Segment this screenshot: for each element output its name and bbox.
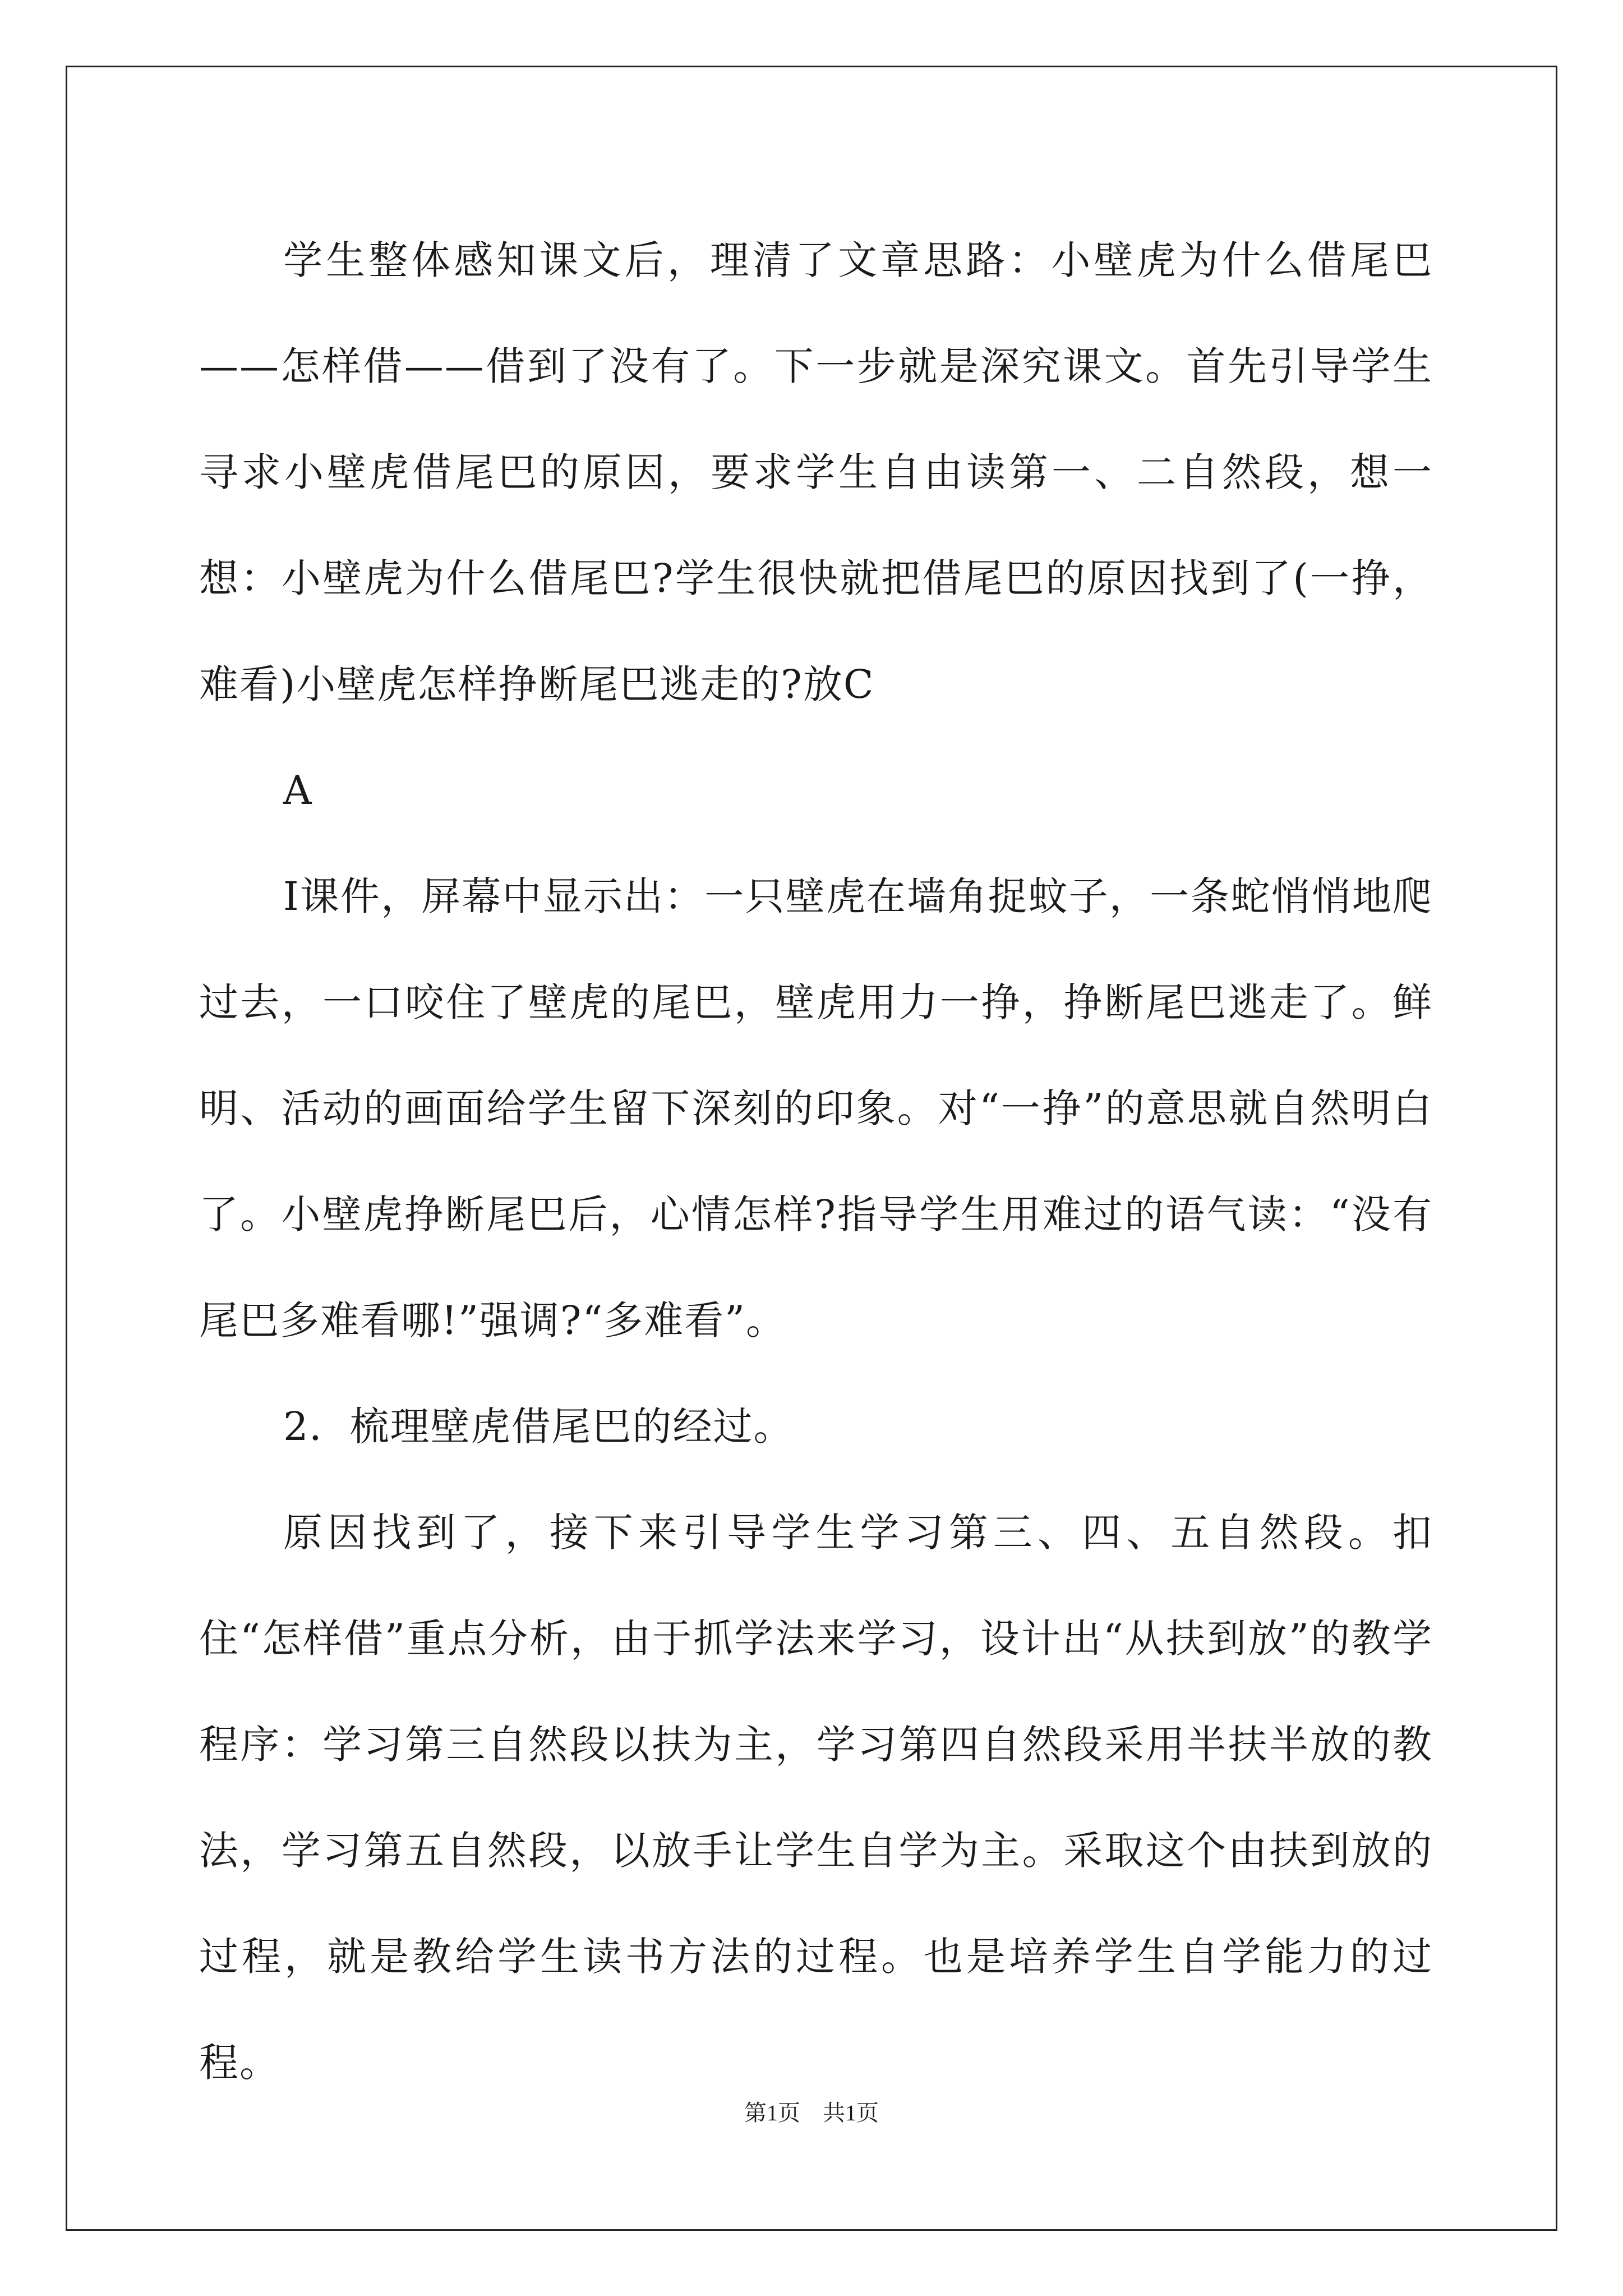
- page-footer: [0, 2095, 1623, 2127]
- paragraph-5: 原因找到了，接下来引导学生学习第三、四、五自然段。扣住“怎样借”重点分析，由于抓学法来学习，设计出“从扶到放”的教学程序：学习第三自然段以扶为主，学习第四自然段采用半扶半放的教法，学习第五自然段，以放手让学生自学为主。采取这个由扶到放的过程，就是教给学生读书方法的过程。也是培养学生自学能力的过程。: [199, 1510, 1433, 2086]
- paragraph-3: I课件，屏幕中显示出：一只壁虎在墙角捉蚊子，一条蛇悄悄地爬过去，一口咬住了壁虎的尾巴，壁虎用力一挣，挣断尾巴逃走了。鲜明、活动的画面给学生留下深刻的印象。对“一挣”的意思就自然明白了。小壁虎挣断尾巴后，心情怎样?指导学生用难过的语气读：“没有尾巴多难看哪!”强调?“多难看”。: [199, 873, 1433, 1343]
- paragraph-4: 2．梳理壁虎借尾巴的经过。: [283, 1404, 794, 1450]
- page-number: 第1页: [744, 2100, 800, 2125]
- document-body: [199, 208, 1433, 2116]
- page-total: 共1页: [823, 2100, 879, 2125]
- paragraph-1: 学生整体感知课文后，理清了文章思路：小壁虎为什么借尾巴——怎样借——借到了没有了。下一步就是深究课文。首先引导学生寻求小壁虎借尾巴的原因，要求学生自由读第一、二自然段，想一想：小壁虎为什么借尾巴?学生很快就把借尾巴的原因找到了(一挣，难看)小壁虎怎样挣断尾巴逃走的?放C: [199, 237, 1433, 707]
- paragraph-2: A: [283, 767, 313, 813]
